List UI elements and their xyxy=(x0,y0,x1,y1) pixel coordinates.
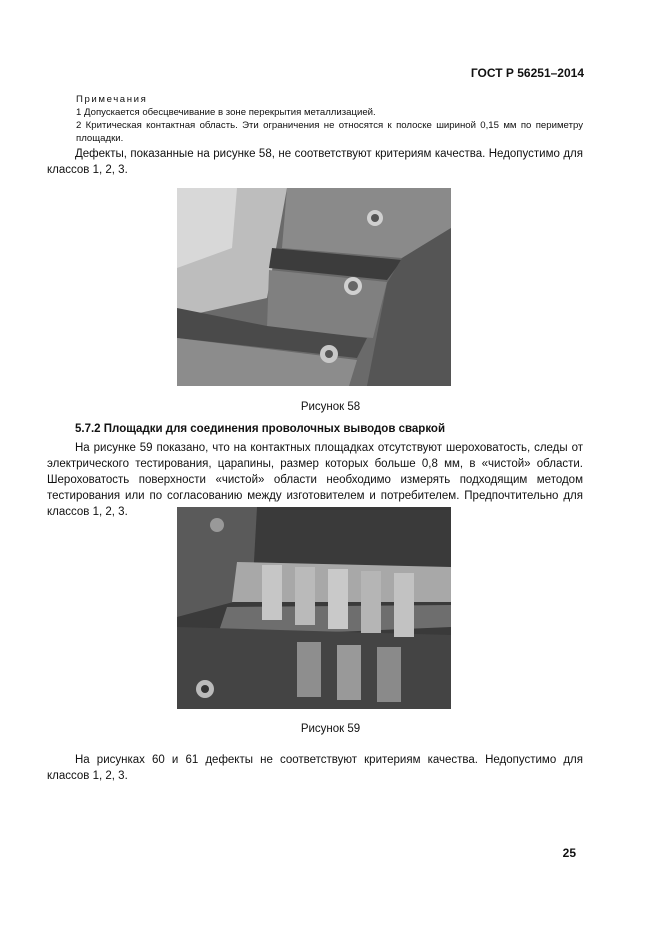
section-heading: 5.7.2 Площадки для соединения проволочных выводов сваркой xyxy=(75,423,446,435)
paragraph-defects-fig60-61: На рисунках 60 и 61 дефекты не соответствуют критериям качества. Недопустимо для классов 1, 2, 3. xyxy=(47,754,583,782)
figure-58-caption: Рисунок 58 xyxy=(300,401,361,413)
notes-title: Примечания xyxy=(76,94,148,105)
note-item: 2 Критическая контактная область. Эти ограничения не относятся к полоске шириной 0,15 мм по периметру площадки. xyxy=(76,120,583,144)
figure-58-photo xyxy=(177,188,451,386)
paragraph-fig59-description: На рисунке 59 показано, что на контактных площадках отсутствуют шероховатость, следы от электрического тестирования, царапины, размер которых больше 0,8 мм, в «чистой» области. Шероховатость поверхности «чистой» области необходимо измерять подходящим методом тестирования или по согласованию между изготовителем и потребителем. Предпочтительно для классов 1, 2, 3. xyxy=(47,442,583,518)
page-number: 25 xyxy=(562,846,576,860)
figure-59-caption: Рисунок 59 xyxy=(300,723,361,735)
paragraph-defects-fig58: Дефекты, показанные на рисунке 58, не соответствуют критериям качества. Недопустимо для классов 1, 2, 3. xyxy=(47,148,583,176)
standard-number: ГОСТ Р 56251–2014 xyxy=(470,66,584,80)
figure-59-photo xyxy=(177,507,451,709)
note-item: 1 Допускается обесцвечивание в зоне перекрытия металлизацией. xyxy=(76,107,376,118)
notes-block xyxy=(76,93,583,145)
